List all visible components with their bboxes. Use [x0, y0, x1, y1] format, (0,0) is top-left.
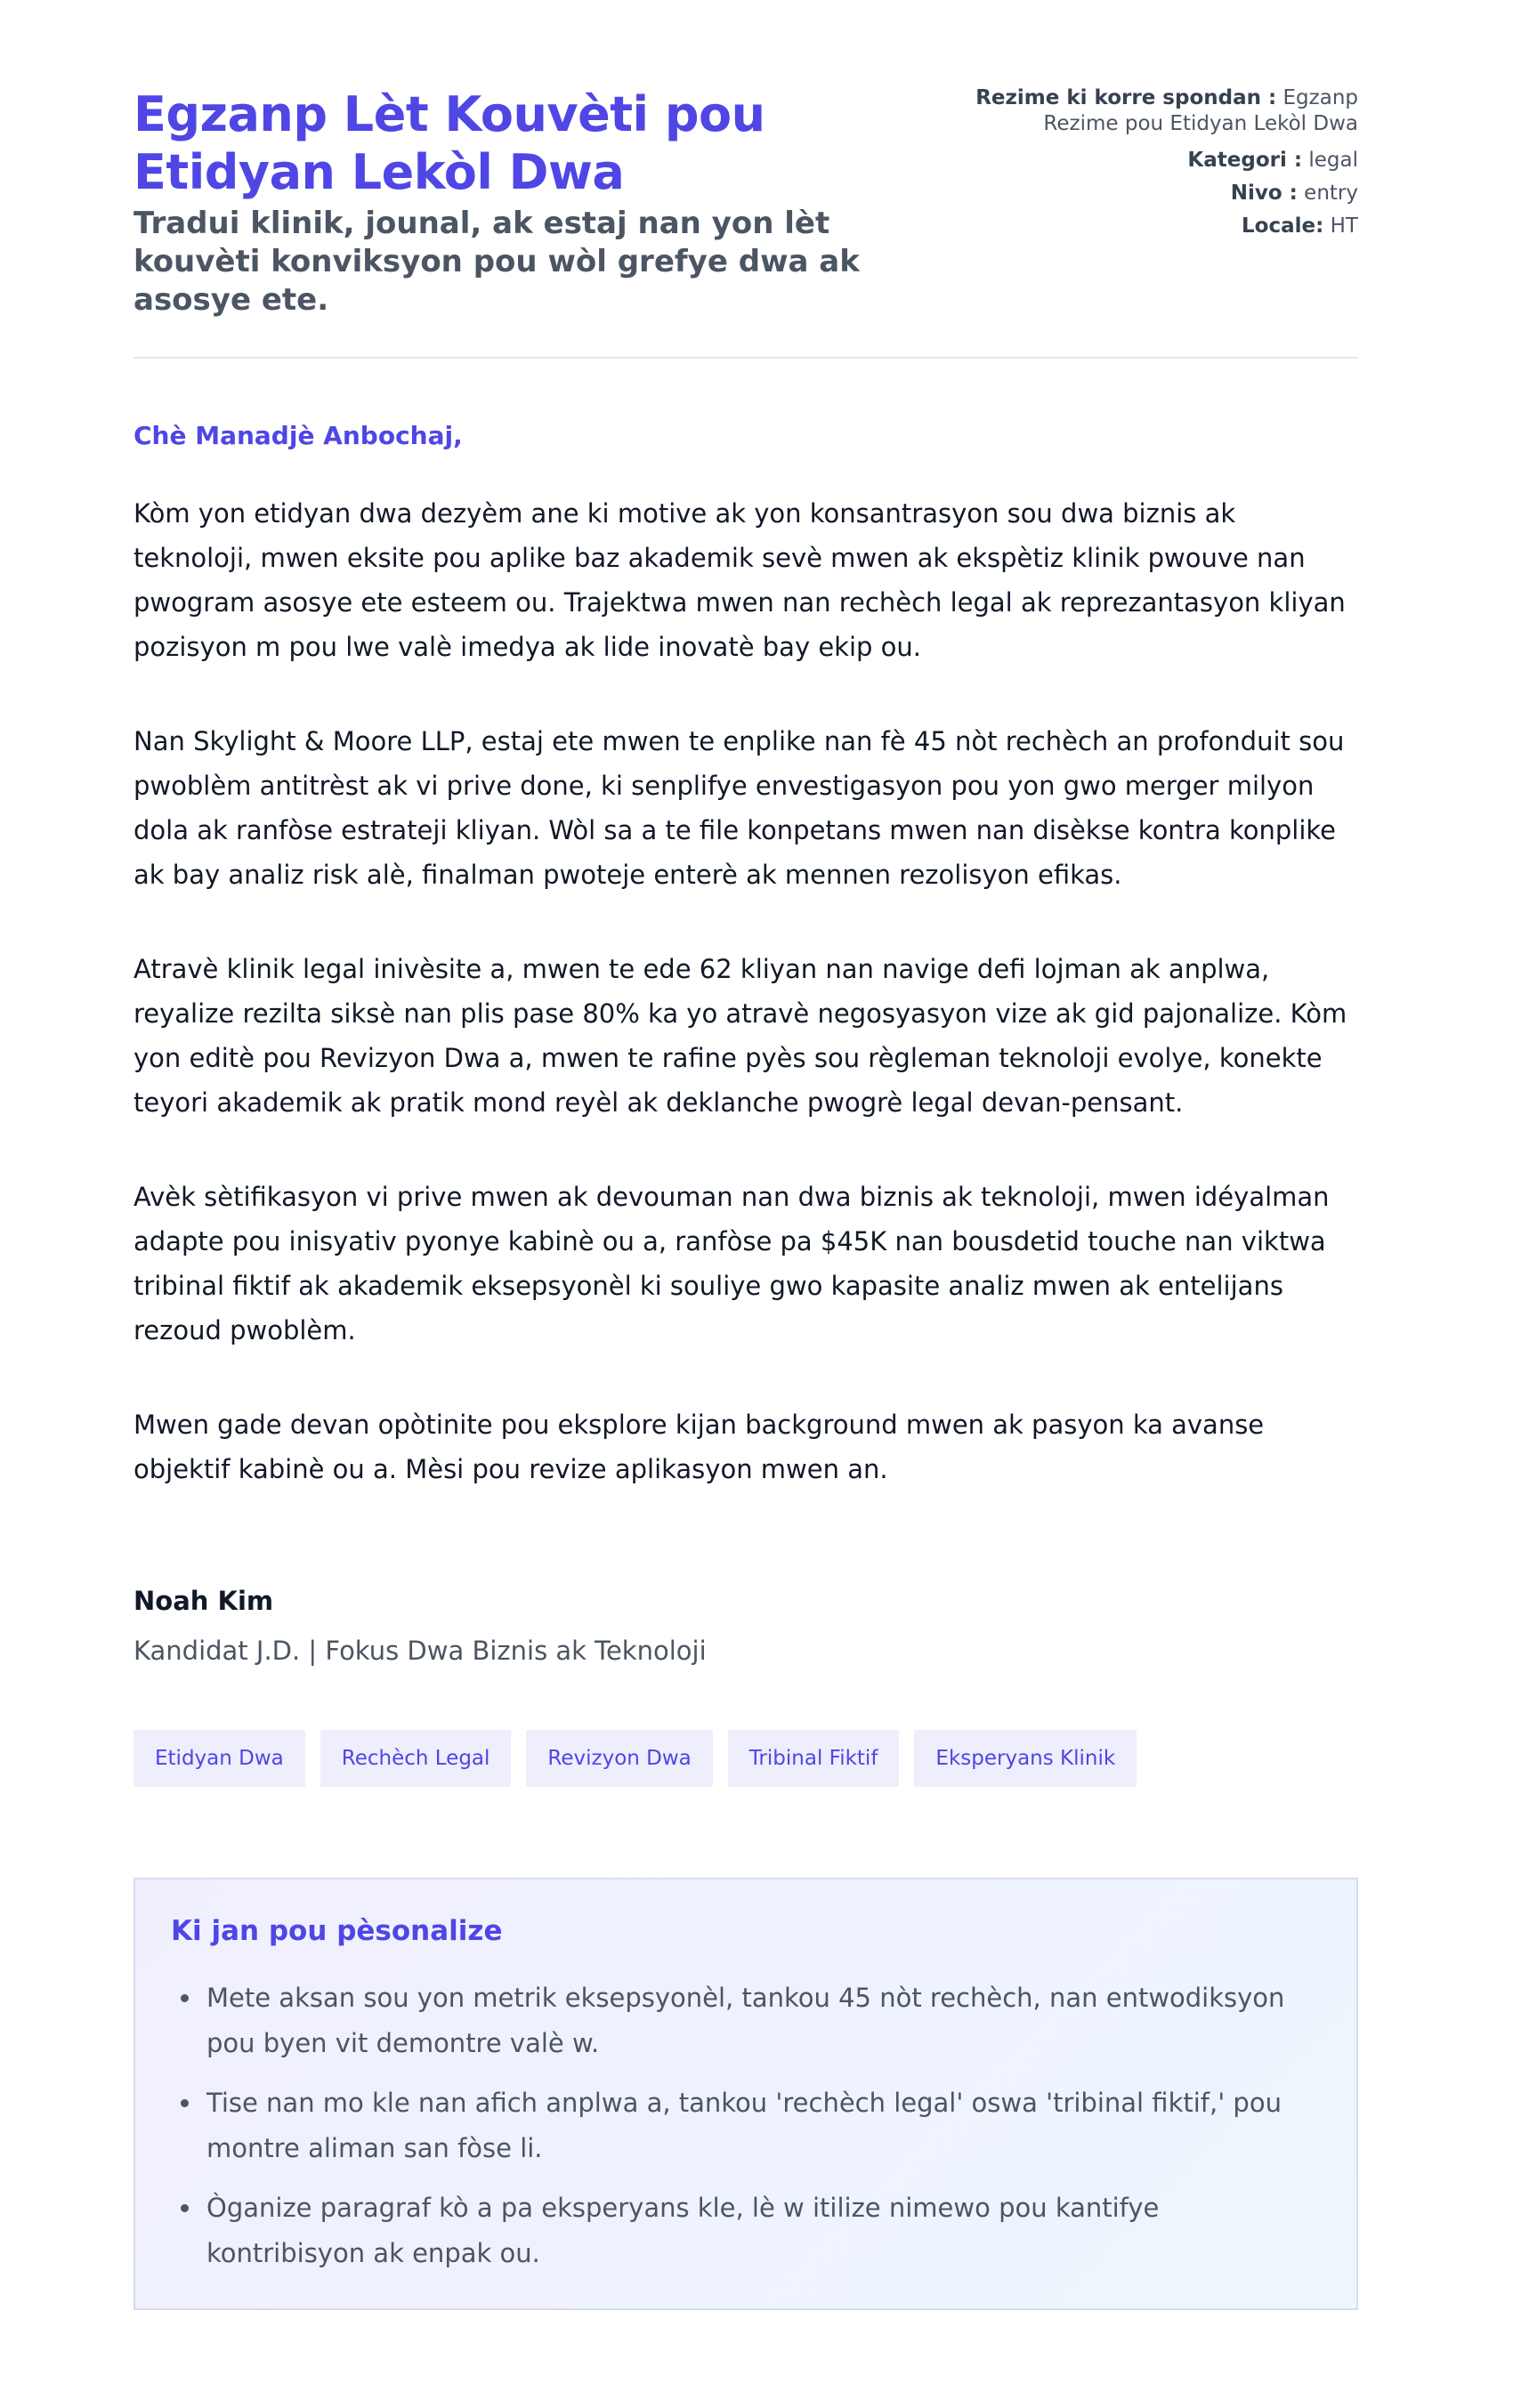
- letter-paragraph: Atravè klinik legal inivèsite a, mwen te ede 62 kliyan nan navige defi lojman ak anplwa, reyalize rezilta siksè nan plis pase 80% ka yo atravè negosyasyon vize ak gid pajonalize. Kòm yon editè pou Revizyon Dwa a, mwen te rafine pyès sou règleman teknoloji evolye, konekte teyori akademik ak pratik mond reyèl ak deklanche pwogrè legal devan-pensant.: [134, 954, 1347, 1118]
- page-title: Egzanp Lèt Kouvèti pou Etidyan Lekòl Dwa: [134, 86, 765, 200]
- meta-category-label: Kategori :: [1187, 149, 1303, 172]
- meta-locale: [967, 210, 1358, 243]
- tips-heading: Ki jan pou pèsonalize: [171, 1915, 503, 1947]
- letter-paragraph: Mwen gade devan opòtinite pou eksplore kijan background mwen ak pasyon ka avanse objektif kabinè ou a. Mèsi pou revize aplikasyon mwen an.: [134, 1410, 1265, 1484]
- meta-level-value: entry: [1304, 182, 1358, 205]
- meta-panel: [967, 85, 1358, 243]
- letter-paragraph: Avèk sètifikasyon vi prive mwen ak devouman nan dwa biznis ak teknoloji, mwen idéyalman adapte pou inisyativ pyonye kabinè ou a, ranfòse pa $45K nan bousdetid touche nan viktwa tribinal fiktif ak akademik eksepsyonèl ki souliye gwo kapasite analiz mwen ak entelijans rezoud pwoblèm.: [134, 1182, 1330, 1345]
- meta-resume-label: Rezime ki korre spondan :: [975, 86, 1277, 109]
- meta-category-value: legal: [1308, 149, 1358, 172]
- meta-level-label: Nivo :: [1230, 182, 1298, 205]
- letter-paragraph: Kòm yon etidyan dwa dezyèm ane ki motive ak yon konsantrasyon sou dwa biznis ak teknoloji, mwen eksite pou aplike baz akademik sevè mwen ak ekspètiz klinik pwouve nan pwogram asosye ete esteem ou. Trajektwa mwen nan rechèch legal ak reprezantasyon kliyan pozisyon m pou lwe valè imedya ak lide inovatè bay ekip ou.: [134, 498, 1346, 662]
- signature-name: Noah Kim: [134, 1586, 274, 1616]
- tag: Rechèch Legal: [320, 1730, 512, 1787]
- meta-level: [967, 177, 1358, 210]
- tag: Tribinal Fiktif: [728, 1730, 900, 1787]
- tips-item: • Mete aksan sou yon metrik eksepsyonèl, tankou 45 nòt rechèch, nan entwodiksyon pou byen vit demontre valè w.: [203, 1976, 1321, 2066]
- customization-tips-box: [134, 1878, 1358, 2310]
- meta-category: [967, 144, 1358, 177]
- page-header: [134, 85, 1358, 319]
- meta-locale-value: HT: [1330, 214, 1358, 238]
- tips-item: • Tise nan mo kle nan afich anplwa a, tankou 'rechèch legal' oswa 'tribinal fiktif,' pou montre aliman san fòse li.: [203, 2081, 1321, 2171]
- meta-resume: [967, 85, 1358, 137]
- salutation: Chè Manadjè Anbochaj,: [134, 421, 463, 450]
- meta-resume-value: Egzanp Rezime pou Etidyan Lekòl Dwa: [1043, 86, 1358, 135]
- tag: Revizyon Dwa: [526, 1730, 712, 1787]
- tag: Eksperyans Klinik: [914, 1730, 1137, 1787]
- tips-item: • Òganize paragraf kò a pa eksperyans kle, lè w itilize nimewo pou kantifye kontribisyon ak enpak ou.: [203, 2186, 1321, 2276]
- header-titles: [134, 85, 917, 319]
- tips-list: [171, 1976, 1321, 2276]
- cover-letter-page: [134, 85, 1358, 2310]
- letter-paragraph: Nan Skylight & Moore LLP, estaj ete mwen te enplike nan fè 45 nòt rechèch an profonduit sou pwoblèm antitrèst ak vi prive done, ki senplifye envestigasyon pou yon gwo merger milyon dola ak ranfòse estrateji kliyan. Wòl sa a te file konpetans mwen nan disèkse kontra konplike ak bay analiz risk alè, finalman pwoteje enterè ak mennen rezolisyon efikas.: [134, 726, 1345, 890]
- header-divider: [134, 357, 1358, 359]
- tag: Etidyan Dwa: [134, 1730, 305, 1787]
- page-subtitle: Tradui klinik, jounal, ak estaj nan yon lèt kouvèti konviksyon pou wòl grefye dwa ak asosye ete.: [134, 206, 860, 318]
- letter-body: [134, 421, 1358, 1666]
- meta-locale-label: Locale:: [1242, 214, 1324, 238]
- signature-title: Kandidat J.D. | Fokus Dwa Biznis ak Teknoloji: [134, 1636, 707, 1666]
- tag-list: [134, 1730, 1358, 1787]
